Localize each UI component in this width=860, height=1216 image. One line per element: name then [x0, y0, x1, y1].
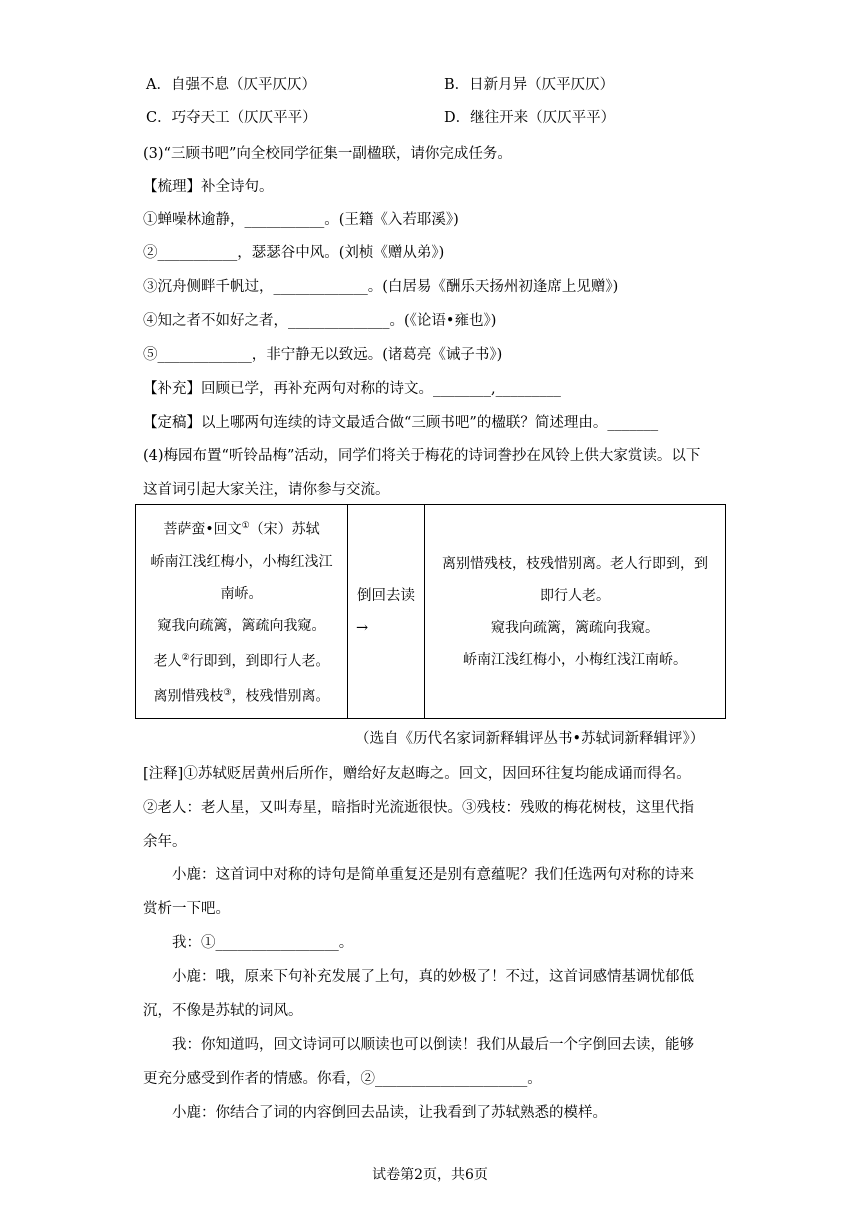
poem-source: （选自《历代名家词新释辑评丛书•苏轼词新释辑评》） [355, 731, 705, 747]
option-a: A．自强不息（仄平仄仄） [146, 77, 316, 93]
notes-line-1: [注释]①苏轼贬居黄州后所作，赠给好友赵晦之。回文，因回环往复均能成诵而得名。 [143, 766, 691, 782]
poem-line: 窥我向疏篱，篱疏向我窥。 [491, 619, 659, 636]
poem-original-cell [136, 505, 348, 719]
q3-finalize: 【定稿】以上哪两句连续的诗文最适合做“三顾书吧”的楹联？简述理由。_______ [143, 415, 659, 431]
poem-title: 菩萨蛮•回文①（宋）苏轼 [163, 521, 320, 538]
q4-intro-1: (4)梅园布置“听铃品梅”活动，同学们将关于梅花的诗词誊抄在风铃上供大家赏读。以下 [143, 448, 701, 464]
dialog-line: 小鹿：你结合了词的内容倒回去品读，让我看到了苏轼熟悉的模样。 [172, 1105, 607, 1121]
q3-sort-title: 【梳理】补全诗句。 [143, 179, 274, 195]
reverse-read-label: 倒回去读 [357, 587, 415, 604]
q4-intro-2: 这首词引起大家关注，请你参与交流。 [143, 482, 390, 498]
poem-line: 峤南江浅红梅小，小梅红浅江 [150, 553, 333, 570]
option-d: D．继往开来（仄仄平平） [444, 110, 616, 126]
dialog-line: 我：①_________________。 [172, 935, 354, 951]
q3-line-2: ②___________，瑟瑟谷中风。(刘桢《赠从弟》) [143, 245, 445, 261]
q3-line-5: ⑤_____________，非宁静无以致远。(诸葛亮《诫子书》) [143, 347, 503, 363]
q3-supplement: 【补充】回顾已学，再补充两句对称的诗文。________,_________ [143, 381, 561, 397]
option-c: C．巧夺天工（仄仄平平） [146, 110, 317, 126]
poem-line: 离别惜残枝，枝残惜别离。老人行即到，到 [442, 555, 708, 572]
dialog-line: 我：你知道吗，回文诗词可以顺读也可以倒读！我们从最后一个字倒回去读，能够 [172, 1037, 694, 1053]
page-footer: 试卷第2页，共6页 [372, 1167, 488, 1183]
poem-line: 老人②行即到，到即行人老。 [153, 652, 330, 670]
reverse-read-cell [348, 505, 425, 719]
arrow-icon: → [356, 619, 369, 636]
notes-line-3: 余年。 [143, 834, 187, 850]
notes-line-2: ②老人：老人星，又叫寿星，暗指时光流逝很快。③残枝：残败的梅花树枝，这里代指 [143, 800, 694, 816]
dialog-line: 赏析一下吧。 [143, 901, 230, 917]
option-b: B．日新月异（仄平仄仄） [444, 77, 615, 93]
q3-line-4: ④知之者不如好之者，______________。(《论语•雍也》) [143, 313, 497, 329]
poem-reversed-cell [425, 505, 726, 719]
poem-table [135, 504, 726, 719]
q3-line-1: ①蝉噪林逾静，___________。(王籍《入若耶溪》) [143, 212, 459, 228]
q3-intro: (3)“三顾书吧”向全校同学征集一副楹联，请你完成任务。 [143, 146, 512, 162]
dialog-line: 小鹿：哦，原来下句补充发展了上句，真的妙极了！不过，这首词感情基调忧郁低 [172, 969, 694, 985]
q3-line-3: ③沉舟侧畔千帆过，_____________。(白居易《酬乐天扬州初逢席上见赠》) [143, 279, 619, 295]
poem-line: 离别惜残枝③，枝残惜别离。 [153, 688, 330, 705]
poem-line: 窥我向疏篱，篱疏向我窥。 [157, 617, 326, 634]
dialog-line: 更充分感受到作者的情感。你看，②_____________________。 [143, 1071, 542, 1087]
poem-line: 峤南江浅红梅小，小梅红浅江南峤。 [463, 651, 687, 668]
poem-line: 即行人老。 [540, 587, 610, 604]
poem-line: 南峤。 [220, 585, 263, 602]
dialog-line: 小鹿：这首词中对称的诗句是简单重复还是别有意蕴呢？我们任选两句对称的诗来 [172, 867, 694, 883]
dialog-line: 沉，不像是苏轼的词风。 [143, 1003, 303, 1019]
